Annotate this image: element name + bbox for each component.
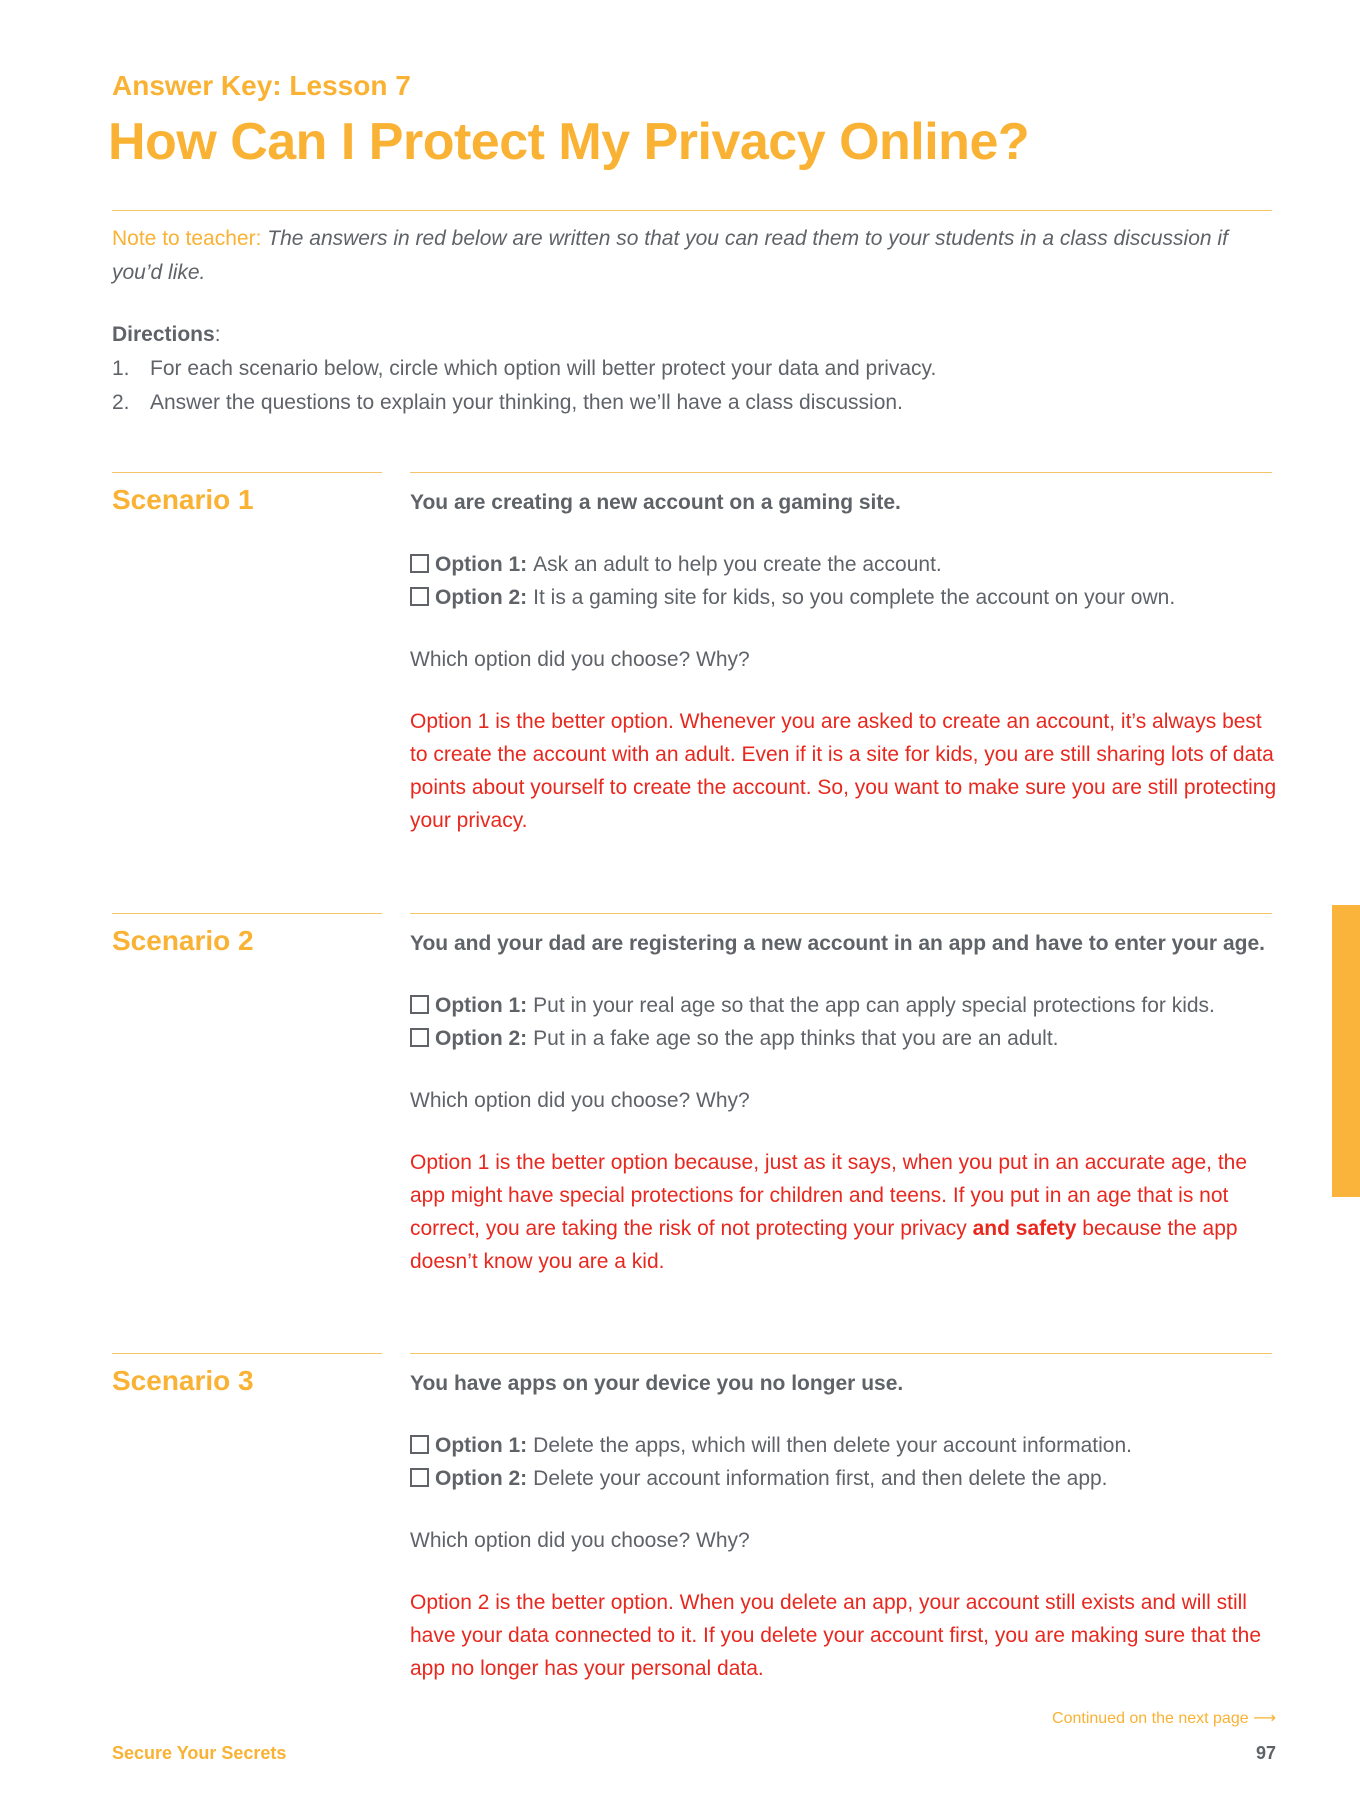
scenario-prompt: You are creating a new account on a gaming site. xyxy=(410,491,901,514)
teacher-note-lead: Note to teacher: xyxy=(112,227,262,250)
option-text: Put in a fake age so the app thinks that you are an adult. xyxy=(533,1027,1059,1050)
checkbox-icon[interactable] xyxy=(410,554,429,573)
scenario-body xyxy=(410,1367,1280,1685)
directions-step xyxy=(112,386,1272,420)
option-label: Option 1: xyxy=(435,994,528,1017)
answer-text-end: because the app doesn’t know you are a kid. xyxy=(410,1217,1238,1273)
checkbox-icon[interactable] xyxy=(410,1435,429,1454)
scenario-label-rule xyxy=(112,1353,382,1354)
footer-unit-title: Secure Your Secrets xyxy=(112,1743,287,1763)
step-number: 2. xyxy=(112,391,130,414)
option-1[interactable] xyxy=(410,1429,1280,1462)
checkbox-icon[interactable] xyxy=(410,995,429,1014)
continued-note: Continued on the next page ⟶ xyxy=(1052,1710,1276,1727)
answer-emphasis: and safety xyxy=(972,1217,1077,1240)
header-divider xyxy=(112,210,1272,211)
directions-colon: : xyxy=(214,323,221,346)
option-label: Option 2: xyxy=(435,586,528,609)
answer-text: Option 1 is the better option because, just as it says, when you put in an accurate age, the app might have special protections for children and teens. If you put in an age that is not correct, you are taking the risk of not protecting your privacy xyxy=(410,1151,1248,1240)
option-2[interactable] xyxy=(410,1022,1280,1055)
scenario-prompt: You and your dad are registering a new account in an app and have to enter your age. xyxy=(410,932,1265,955)
scenario-body-rule xyxy=(410,472,1272,473)
option-text: It is a gaming site for kids, so you complete the account on your own. xyxy=(533,586,1176,609)
option-label: Option 2: xyxy=(435,1467,528,1490)
option-text: Put in your real age so that the app can apply special protections for kids. xyxy=(533,994,1215,1017)
scenario-label-rule xyxy=(112,913,382,914)
page-title: How Can I Protect My Privacy Online? xyxy=(108,113,1030,171)
teacher-note-body: The answers in red below are written so that you can read them to your students in a class discussion if you’d like. xyxy=(112,227,1228,284)
checkbox-icon[interactable] xyxy=(410,1028,429,1047)
directions-label: Directions xyxy=(112,323,215,346)
step-number: 1. xyxy=(112,357,130,380)
scenario-question: Which option did you choose? Why? xyxy=(410,1089,750,1112)
scenario-body xyxy=(410,486,1280,837)
teacher-note xyxy=(112,222,1272,290)
option-2[interactable] xyxy=(410,1462,1280,1495)
option-text: Delete your account information first, and then delete the app. xyxy=(533,1467,1108,1490)
scenario-body-rule xyxy=(410,913,1272,914)
scenario-question: Which option did you choose? Why? xyxy=(410,648,750,671)
scenario-answer: Option 1 is the better option. Whenever you are asked to create an account, it’s always best to create the account with an adult. Even if it is a site for kids, you are still sharing lots of data points about yourself to create the account. So, you want to make sure you are still protecting your privacy. xyxy=(410,710,1277,832)
scenario-question: Which option did you choose? Why? xyxy=(410,1529,750,1552)
scenario-body xyxy=(410,927,1280,1278)
scenario-label-rule xyxy=(112,472,382,473)
directions xyxy=(112,318,1272,420)
directions-list xyxy=(112,352,1272,420)
scenario-label: Scenario 3 xyxy=(112,1365,254,1396)
scenario-prompt: You have apps on your device you no longer use. xyxy=(410,1372,904,1395)
checkbox-icon[interactable] xyxy=(410,587,429,606)
option-1[interactable] xyxy=(410,548,1280,581)
option-text: Delete the apps, which will then delete your account information. xyxy=(533,1434,1132,1457)
option-label: Option 2: xyxy=(435,1027,528,1050)
lesson-kicker: Answer Key: Lesson 7 xyxy=(112,70,411,101)
scenario-answer xyxy=(410,1146,1280,1278)
side-tab-marker xyxy=(1332,905,1360,1197)
option-label: Option 1: xyxy=(435,553,528,576)
page-number: 97 xyxy=(1255,1743,1276,1763)
step-text: Answer the questions to explain your thinking, then we’ll have a class discussion. xyxy=(150,391,903,414)
option-text: Ask an adult to help you create the account. xyxy=(533,553,942,576)
directions-step xyxy=(112,352,1272,386)
option-label: Option 1: xyxy=(435,1434,528,1457)
checkbox-icon[interactable] xyxy=(410,1468,429,1487)
option-1[interactable] xyxy=(410,989,1280,1022)
option-2[interactable] xyxy=(410,581,1280,614)
scenario-answer: Option 2 is the better option. When you delete an app, your account still exists and will still have your data connected to it. If you delete your account first, you are making sure that the app no longer has your personal data. xyxy=(410,1591,1261,1680)
scenario-body-rule xyxy=(410,1353,1272,1354)
scenario-label: Scenario 1 xyxy=(112,484,254,515)
step-text: For each scenario below, circle which option will better protect your data and privacy. xyxy=(150,357,937,380)
scenario-label: Scenario 2 xyxy=(112,925,254,956)
